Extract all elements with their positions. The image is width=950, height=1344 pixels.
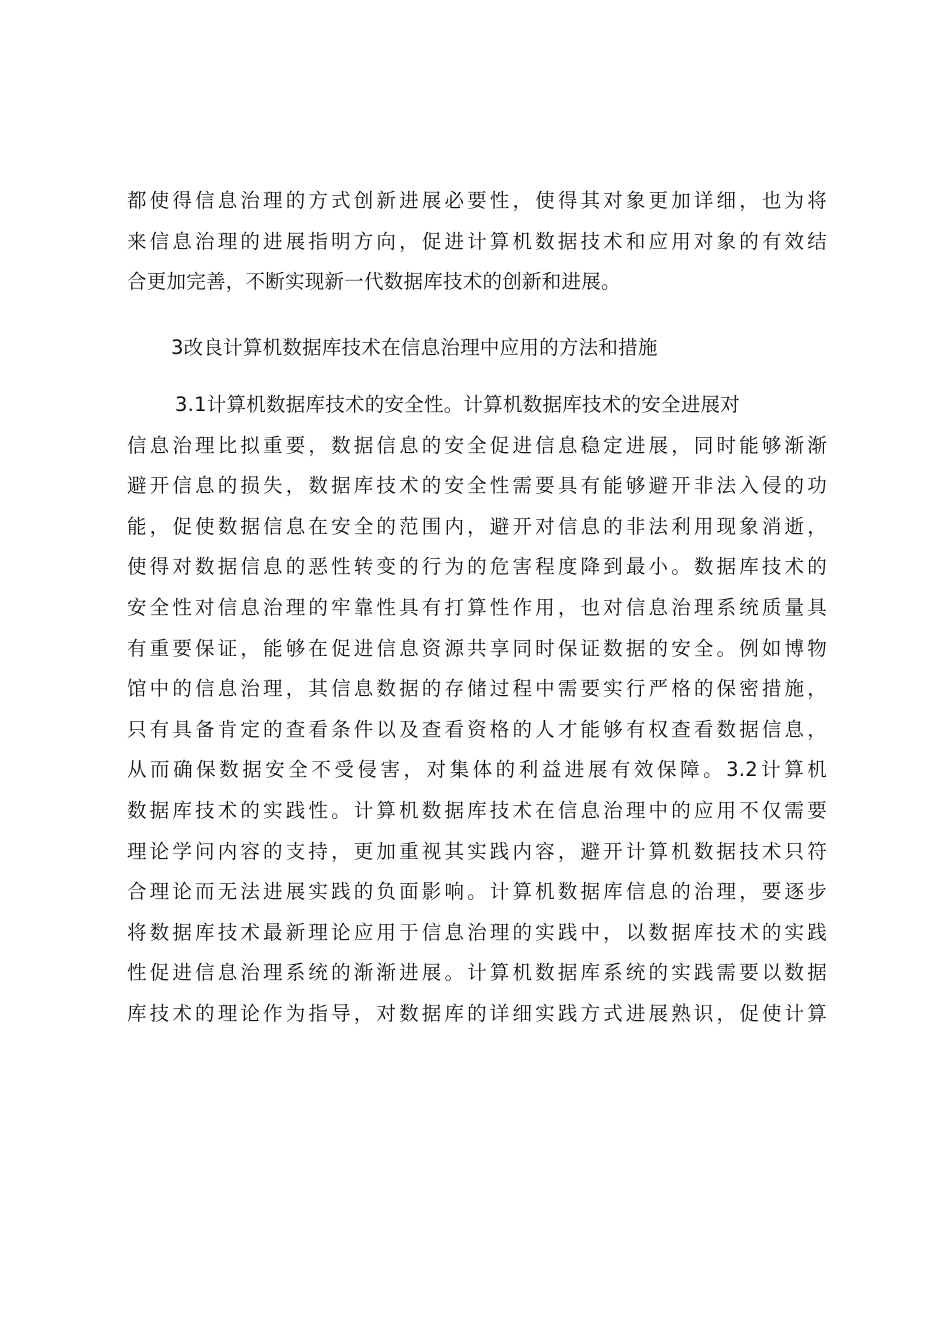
text-line: 馆中的信息治理，其信息数据的存储过程中需要实行严格的保密措施， [127,677,827,701]
heading-text: 3改良计算机数据库技术在信息治理中应用的方法和措施 [171,336,658,359]
text-line: 数据库技术的实践性。计算机数据库技术在信息治理中的应用不仅需要 [127,798,827,822]
text-line: 从而确保数据安全不受侵害，对集体的利益进展有效保障。3.2计算机 [127,758,827,782]
text-line: 都使得信息治理的方式创新进展必要性，使得其对象更加详细，也为将 [127,189,827,212]
text-line: 库技术的理论作为指导，对数据库的详细实践方式进展熟识，促使计算 [127,1001,827,1025]
text-line: 理论学问内容的支持，更加重视其实践内容，避开计算机数据技术只符 [127,839,827,863]
text-line: 来信息治理的进展指明方向，促进计算机数据技术和应用对象的有效结 [127,229,827,253]
text-line: 安全性对信息治理的牢靠性具有打算性作用，也对信息治理系统质量具 [127,595,827,619]
text-line: 3.1计算机数据库技术的安全性。计算机数据库技术的安全进展对 [175,393,741,416]
text-line: 将数据库技术最新理论应用于信息治理的实践中，以数据库技术的实践 [127,920,827,944]
section-heading [127,328,827,369]
paragraph-continuation [127,181,827,303]
text-line: 能，促使数据信息在安全的范围内，避开对信息的非法利用现象消逝， [127,514,827,538]
text-line: 合更加完善，不断实现新一代数据库技术的创新和进展。 [127,270,621,294]
text-line: 避开信息的损失，数据库技术的安全性需要具有能够避开非法入侵的功 [127,474,827,498]
text-line: 合理论而无法进展实践的负面影响。计算机数据库信息的治理，要逐步 [127,880,827,904]
text-line: 性促进信息治理系统的渐渐进展。计算机数据库系统的实践需要以数据 [127,961,827,985]
text-line: 只有具备肯定的查看条件以及查看资格的人才能够有权查看数据信息， [127,717,827,741]
text-line: 信息治理比拟重要，数据信息的安全促进信息稳定进展，同时能够渐渐 [127,433,827,457]
body-paragraph [127,385,827,1035]
text-line: 使得对数据信息的恶性转变的行为的危害程度降到最小。数据库技术的 [127,555,827,579]
text-line: 有重要保证，能够在促进信息资源共享同时保证数据的安全。例如博物 [127,636,827,660]
